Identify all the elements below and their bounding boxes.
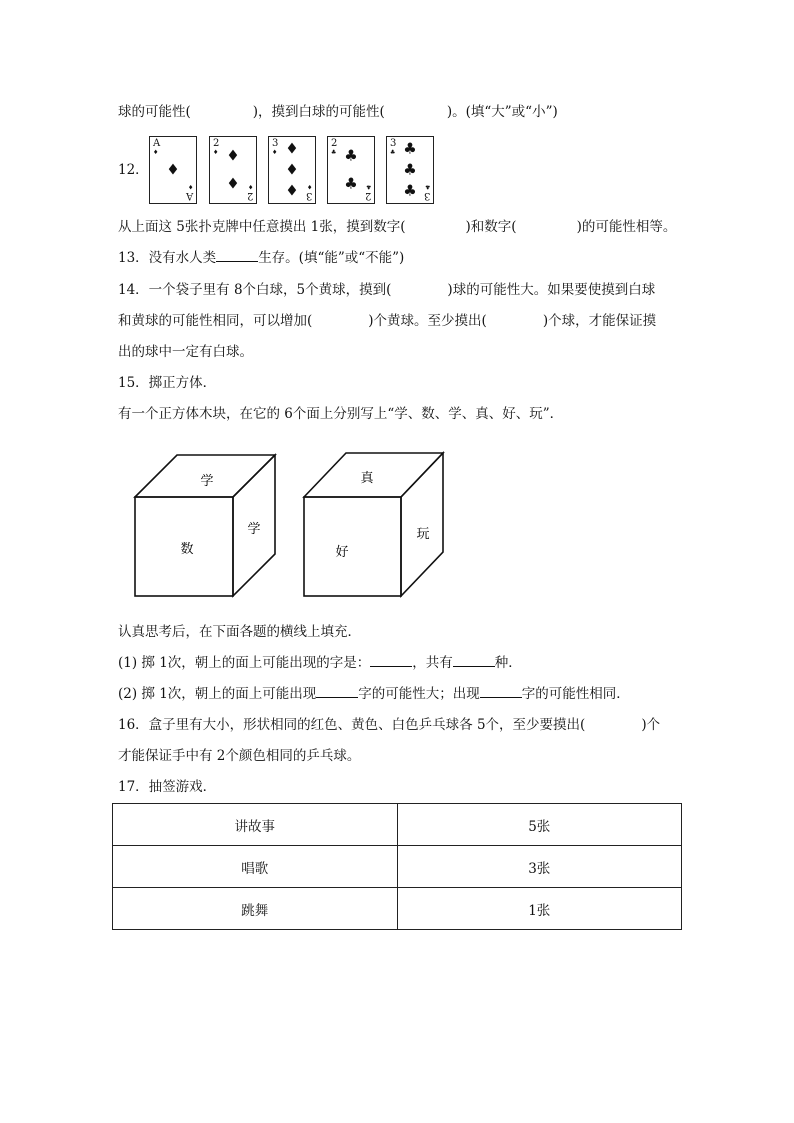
table-cell-count: 3张 bbox=[397, 846, 682, 888]
playing-card bbox=[149, 136, 197, 204]
q14-line-3: 出的球中一定有白球。 bbox=[118, 344, 253, 360]
q15-sub1-c: 种． bbox=[494, 655, 522, 671]
q11-text-b: )，摸到白球的可能性( bbox=[252, 104, 385, 120]
card-suit-small: ♦ bbox=[187, 183, 193, 190]
card-suit-small: ♦ bbox=[213, 149, 219, 156]
q15-sub2-b: 字的可能性大；出现 bbox=[358, 686, 480, 702]
card-rank: A bbox=[153, 138, 161, 149]
card-rank: 2 bbox=[213, 138, 220, 149]
q14-text-2b: )个黄球。至少摸出( bbox=[368, 313, 487, 329]
card-suit-small: ♦ bbox=[272, 149, 278, 156]
q13-text-b: 生存。(填“能”或“不能”) bbox=[258, 250, 405, 266]
q15-sub2-c: 字的可能性相同． bbox=[521, 686, 630, 702]
diamond-icon: ♦ bbox=[166, 160, 180, 179]
card-suit-small: ♦ bbox=[247, 183, 253, 190]
q15-sub2-a: (2) 掷 1次，朝上的面上可能出现 bbox=[118, 686, 317, 702]
q15-sub1-a: (1) 掷 1次，朝上的面上可能出现的字是： bbox=[118, 655, 371, 671]
q15-sub-2 bbox=[118, 684, 630, 704]
playing-card bbox=[209, 136, 257, 204]
club-icon: ♣ bbox=[344, 174, 358, 193]
card-rank: 3 bbox=[272, 138, 279, 149]
q15-sub2-blank-2[interactable] bbox=[480, 685, 522, 698]
table-row bbox=[113, 846, 682, 888]
cube-1-top-label: 学 bbox=[200, 474, 214, 489]
lottery-table bbox=[112, 803, 682, 930]
q16-line-2: 才能保证手中有 2个颜色相同的乒乓球。 bbox=[118, 748, 361, 764]
table-cell-item: 唱歌 bbox=[113, 846, 398, 888]
card-rank: 3 bbox=[423, 190, 430, 201]
q15-title: 15．掷正方体． bbox=[118, 375, 217, 391]
q14-text-2a: 和黄球的可能性相同，可以增加( bbox=[118, 313, 313, 329]
q15-sub1-b: ，共有 bbox=[412, 655, 453, 671]
card-rank: 2 bbox=[246, 190, 253, 201]
q14-line-2 bbox=[118, 311, 656, 331]
table-cell-item: 跳舞 bbox=[113, 888, 398, 930]
q12-text-c: )的可能性相等。 bbox=[576, 219, 677, 235]
card-rank: 3 bbox=[305, 190, 312, 201]
q16-text-1a: 16．盒子里有大小，形状相同的红色、黄色、白色乒乓球各 5个，至少要摸出( bbox=[118, 717, 586, 733]
card-suit-small: ♦ bbox=[153, 149, 159, 156]
card-rank: 3 bbox=[390, 138, 397, 149]
q14-text-1a: 14．一个袋子里有 8个白球，5个黄球，摸到( bbox=[118, 282, 392, 298]
q14-text-1b: )球的可能性大。如果要使摸到白球 bbox=[447, 282, 656, 298]
q13-line bbox=[118, 248, 404, 268]
cube-1-side-label: 学 bbox=[247, 522, 261, 537]
q16-text-1b: )个 bbox=[641, 717, 661, 733]
q11-line bbox=[118, 102, 558, 122]
cube-2-front-label: 好 bbox=[335, 545, 349, 560]
cube-2-top-label: 真 bbox=[360, 471, 374, 486]
club-icon: ♣ bbox=[403, 160, 417, 179]
q16-line-1 bbox=[118, 715, 660, 735]
playing-card bbox=[327, 136, 375, 204]
card-suit-small: ♣ bbox=[331, 149, 337, 156]
q12-line bbox=[118, 217, 676, 237]
q11-text-c: )。(填“大”或“小”) bbox=[446, 104, 558, 120]
diamond-icon: ♦ bbox=[285, 160, 299, 179]
q12-text-b: )和数字( bbox=[465, 219, 517, 235]
diamond-icon: ♦ bbox=[285, 181, 299, 200]
q15-sub-1 bbox=[118, 653, 522, 673]
table-row bbox=[113, 804, 682, 846]
club-icon: ♣ bbox=[344, 146, 358, 165]
q13-blank[interactable] bbox=[216, 249, 258, 262]
table-cell-count: 1张 bbox=[397, 888, 682, 930]
q13-text-a: 13．没有水人类 bbox=[118, 250, 217, 266]
card-rank: 2 bbox=[364, 190, 371, 201]
playing-card bbox=[268, 136, 316, 204]
cube-1-front-label: 数 bbox=[180, 542, 194, 557]
q15-sub1-blank-1[interactable] bbox=[370, 654, 412, 667]
club-icon: ♣ bbox=[403, 181, 417, 200]
diamond-icon: ♦ bbox=[226, 174, 240, 193]
card-suit-small: ♣ bbox=[365, 183, 371, 190]
q11-text-a: 球的可能性( bbox=[118, 104, 191, 120]
q14-text-2c: )个球，才能保证摸 bbox=[542, 313, 657, 329]
card-suit-small: ♦ bbox=[306, 183, 312, 190]
q15-intro: 有一个正方体木块，在它的 6个面上分别写上“学、数、学、真、好、玩”． bbox=[118, 406, 564, 422]
table-cell-count: 5张 bbox=[397, 804, 682, 846]
q12-number: 12． bbox=[118, 162, 149, 178]
q17-title: 17．抽签游戏． bbox=[118, 779, 217, 795]
cube-2-side-label: 玩 bbox=[416, 527, 430, 542]
table-row bbox=[113, 888, 682, 930]
q15-instruction: 认真思考后，在下面各题的横线上填充． bbox=[118, 624, 361, 640]
q15-sub2-blank-1[interactable] bbox=[316, 685, 358, 698]
card-rank: A bbox=[185, 190, 193, 201]
card-suit-small: ♣ bbox=[424, 183, 430, 190]
cubes-figure bbox=[0, 445, 794, 625]
playing-card bbox=[386, 136, 434, 204]
club-icon: ♣ bbox=[403, 139, 417, 158]
table-cell-item: 讲故事 bbox=[113, 804, 398, 846]
card-suit-small: ♣ bbox=[390, 149, 396, 156]
q15-sub1-blank-2[interactable] bbox=[453, 654, 495, 667]
diamond-icon: ♦ bbox=[285, 139, 299, 158]
diamond-icon: ♦ bbox=[226, 146, 240, 165]
q12-text-a: 从上面这 5张扑克牌中任意摸出 1张，摸到数字( bbox=[118, 219, 406, 235]
card-rank: 2 bbox=[331, 138, 338, 149]
q14-line-1 bbox=[118, 280, 655, 300]
